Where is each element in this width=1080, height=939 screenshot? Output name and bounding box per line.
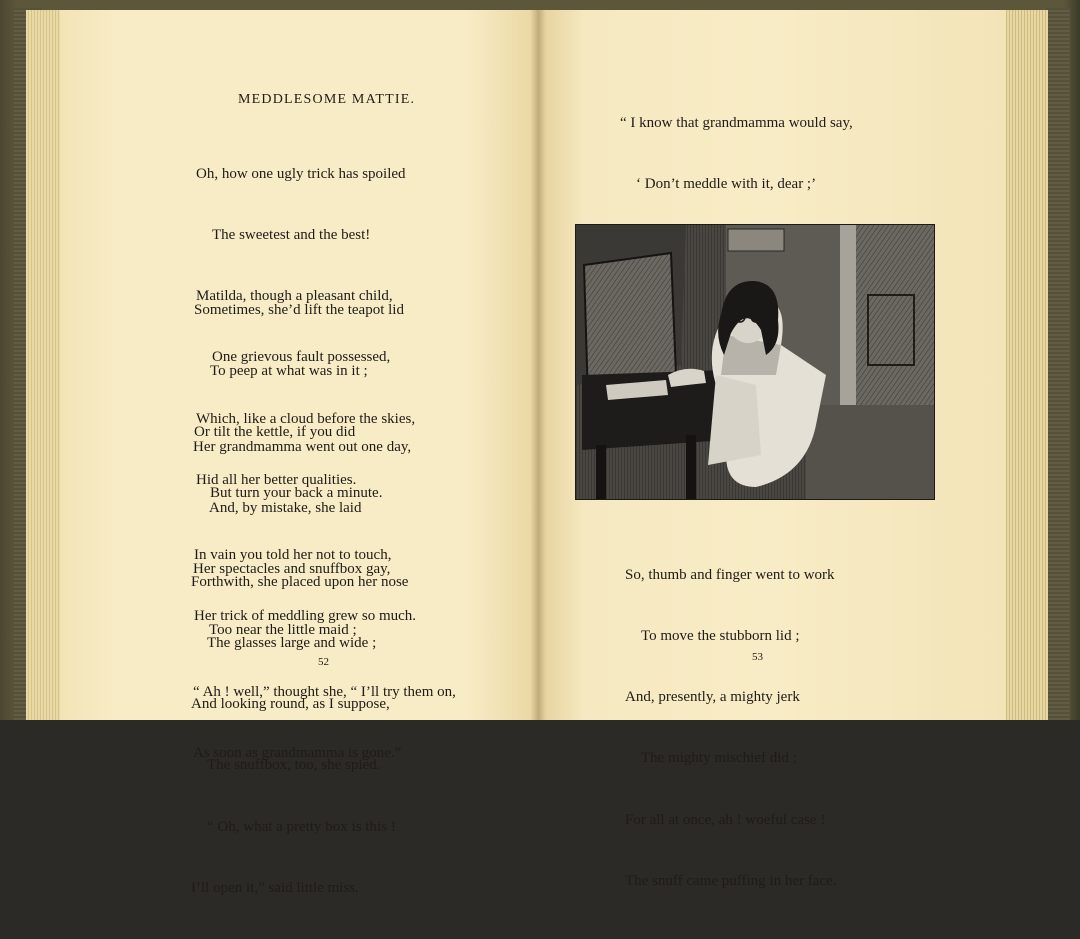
verse-line: “ Ah ! well,” thought she, “ I’ll try them on, [193, 683, 456, 700]
verse-line: In vain you told her not to touch, [194, 546, 392, 563]
verse-line: And looking round, as I suppose, [191, 696, 390, 713]
verse-line: Her spectacles and snuffbox gay, [193, 561, 391, 578]
verse-line: Too near the little maid ; [209, 622, 357, 639]
verse-line: I’ll open it,” said little miss. [191, 879, 359, 896]
page-number-right: 53 [752, 651, 763, 663]
verse-line: Hid all her better qualities. [196, 471, 357, 488]
verse-line: To move the stubborn lid ; [641, 628, 800, 645]
verse-line: Forthwith, she placed upon her nose [191, 573, 409, 590]
verse-line: The mighty mischief did ; [641, 750, 797, 767]
girl-with-snuffbox-engraving [576, 225, 934, 499]
poem-title: MEDDLESOME MATTIE. [238, 92, 416, 107]
verse-line: As soon as grandmamma is gone.” [193, 744, 402, 761]
stanza-6 [625, 524, 836, 932]
verse-line: The snuffbox, too, she spied. [207, 757, 381, 774]
verse-line: For all at once, ah ! woeful case ! [625, 811, 826, 828]
verse-line: Or tilt the kettle, if you did [194, 424, 356, 441]
book-cover-right [1046, 8, 1070, 720]
verse-line: “ Oh, what a pretty box is this ! [207, 818, 396, 835]
verse-line: The snuff came puffing in her face. [625, 872, 837, 889]
engraving-illustration [575, 224, 935, 500]
verse-line: But turn your back a minute. [210, 485, 383, 502]
stanza-4 [191, 531, 408, 939]
verse-line: So, thumb and finger went to work [625, 566, 835, 583]
verse-line: Sometimes, she’d lift the teapot lid [194, 301, 404, 318]
page-number-left: 52 [318, 656, 329, 668]
verse-line: And, presently, a mighty jerk [625, 689, 800, 706]
book-gutter [530, 10, 546, 720]
verse-line: Oh, how one ugly trick has spoiled [196, 165, 406, 182]
verse-line: To peep at what was in it ; [210, 363, 368, 380]
verse-line: And, by mistake, she laid [209, 500, 362, 517]
verse-line: ‘ Don’t meddle with it, dear ;’ [636, 176, 817, 193]
verse-line: Which, like a cloud before the skies, [196, 410, 416, 427]
verse-line: One grievous fault possessed, [212, 349, 391, 366]
verse-line: The glasses large and wide ; [207, 635, 377, 652]
verse-line: Matilda, though a pleasant child, [196, 288, 393, 305]
verse-line: “ I know that grandmamma would say, [620, 114, 853, 131]
verse-line: The sweetest and the best! [212, 227, 371, 244]
verse-line: Her grandmamma went out one day, [193, 438, 412, 455]
page-edges-right [1004, 10, 1048, 720]
verse-line: Her trick of meddling grew so much. [194, 607, 417, 624]
